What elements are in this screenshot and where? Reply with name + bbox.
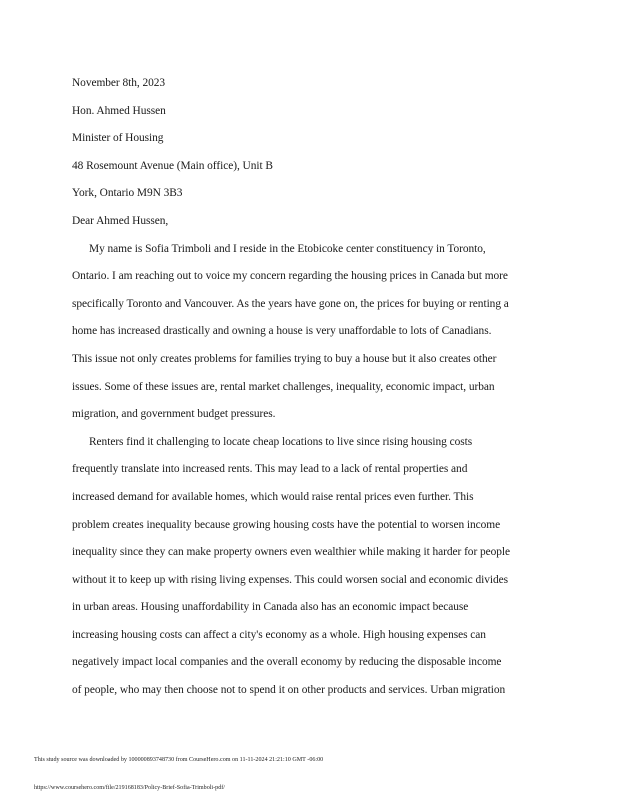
paragraph-line: in urban areas. Housing unaffordability in Canada also has an economic impact because xyxy=(72,601,469,614)
recipient-name: Hon. Ahmed Hussen xyxy=(72,104,166,117)
paragraph-line: of people, who may then choose not to spend it on other products and services. Urban migration xyxy=(72,684,506,697)
paragraph-line: migration, and government budget pressures. xyxy=(72,408,276,421)
paragraph-line: home has increased drastically and owning a house is very unaffordable to lots of Canadians. xyxy=(72,325,492,338)
letter-body xyxy=(72,70,552,705)
paragraph-line: This issue not only creates problems for families trying to buy a house but it also creates other xyxy=(72,352,497,365)
paragraph-line: specifically Toronto and Vancouver. As the years have gone on, the prices for buying or renting a xyxy=(72,297,509,310)
paragraph-line: inequality since they can make property owners even wealthier while making it harder for people xyxy=(72,546,511,559)
letter-date: November 8th, 2023 xyxy=(72,77,166,89)
paragraph-line: Renters find it challenging to locate cheap locations to live since rising housing costs xyxy=(89,435,473,448)
address-line-1: 48 Rosemount Avenue (Main office), Unit B xyxy=(72,159,273,172)
paragraph-line: Ontario. I am reaching out to voice my concern regarding the housing prices in Canada but more xyxy=(72,270,508,283)
download-notice: This study source was downloaded by 100000893748730 from CourseHero.com on 11-11-2024 21:21:10 GMT -06:00 xyxy=(34,757,324,763)
paragraph-line: My name is Sofia Trimboli and I reside in the Etobicoke center constituency in Toronto, xyxy=(89,242,486,255)
address-line-2: York, Ontario M9N 3B3 xyxy=(72,187,183,200)
salutation: Dear Ahmed Hussen, xyxy=(72,214,169,227)
paragraph-line: increasing housing costs can affect a city's economy as a whole. High housing expenses can xyxy=(72,628,486,641)
recipient-title: Minister of Housing xyxy=(72,132,164,145)
paragraph-line: negatively impact local companies and the overall economy by reducing the disposable income xyxy=(72,656,502,669)
paragraph-1 xyxy=(72,236,552,429)
paragraph-line: without it to keep up with rising living expenses. This could worsen social and economic divides xyxy=(72,573,508,586)
paragraph-line: issues. Some of these issues are, rental market challenges, inequality, economic impact, urban xyxy=(72,380,495,393)
paragraph-line: problem creates inequality because growing housing costs have the potential to worsen income xyxy=(72,518,501,531)
paragraph-line: increased demand for available homes, which would raise rental prices even further. This xyxy=(72,490,474,503)
source-url[interactable]: https://www.coursehero.com/file/219168183/Policy-Brief-Sofia-Trimboli-pdf/ xyxy=(34,785,225,791)
paragraph-2 xyxy=(72,429,552,705)
paragraph-line: frequently translate into increased rents. This may lead to a lack of rental properties and xyxy=(72,463,468,476)
